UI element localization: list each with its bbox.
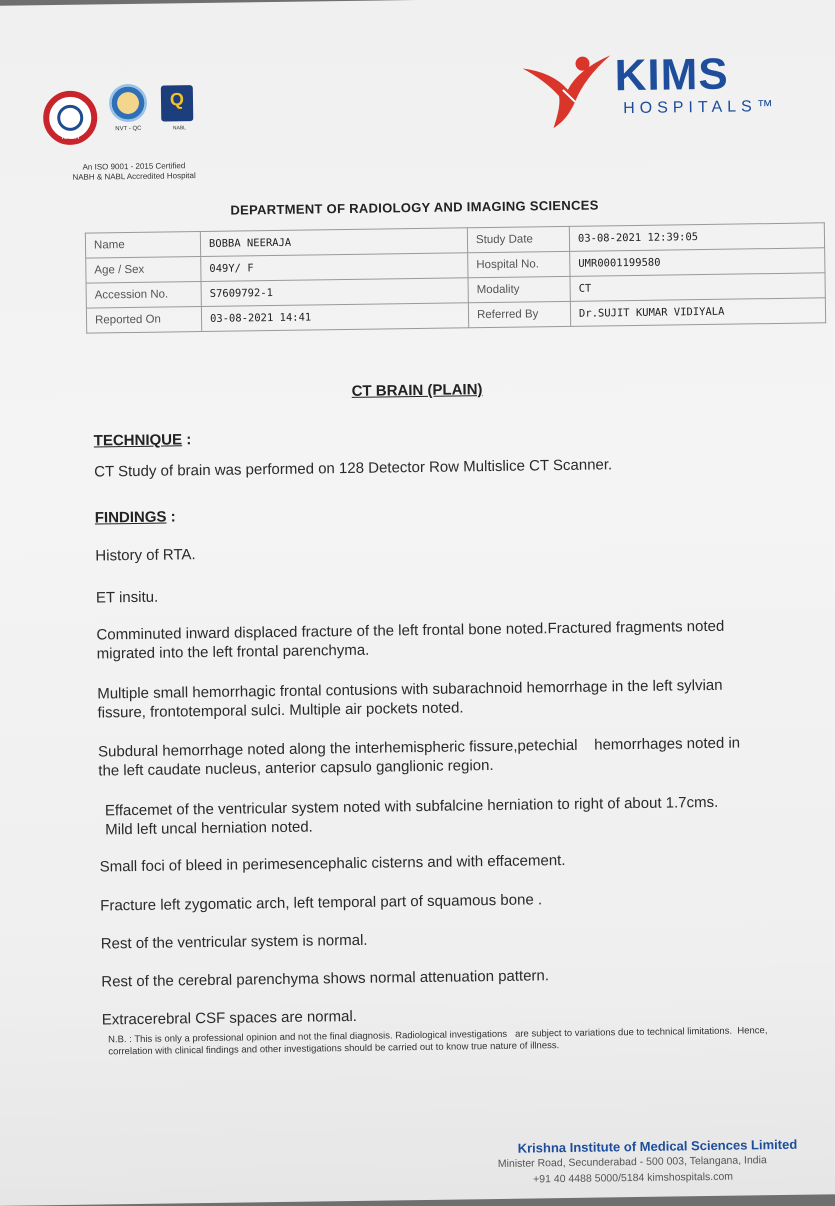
age-sex: 049Y/ F (201, 253, 468, 282)
technique-heading (94, 431, 192, 449)
brand-name: KIMS (614, 49, 730, 101)
report-title: CT BRAIN (PLAIN) (351, 381, 483, 400)
brand-subtitle: HOSPITALS™ (623, 97, 778, 118)
reported-on: 03-08-2021 14:41 (201, 303, 468, 332)
finding-item: History of RTA. (95, 546, 196, 565)
finding-item: Subdural hemorrhage noted along the interhemispheric fissure,petechial hemorrhages noted in the left caudate nucleus, anterior capsulo ganglionic region. (97, 734, 745, 780)
patient-name: BOBBA NEERAJA (200, 228, 467, 257)
footer-contact: +91 40 4488 5000/5184 kimshospitals.com (533, 1170, 734, 1186)
reported-on-label: Reported On (86, 307, 201, 334)
technique-text: CT Study of brain was performed on 128 Detector Row Multislice CT Scanner. (94, 456, 613, 481)
findings-heading-text: FINDINGS (94, 508, 167, 527)
nvt-qc-label: NVT - QC (115, 125, 142, 133)
certification-line-1: An ISO 9001 - 2015 Certified (82, 161, 186, 172)
nabl-logo-mark: Q (169, 89, 185, 110)
accreditation-logos (43, 83, 214, 185)
name-label: Name (85, 232, 200, 259)
footer-address: Minister Road, Secunderabad - 500 003, Telangana, India (497, 1154, 767, 1170)
nabl-label: NABL (172, 125, 186, 132)
hospital-no-label: Hospital No. (468, 251, 570, 277)
hospital-no: UMR0001199580 (570, 248, 825, 277)
modality: CT (570, 273, 825, 302)
study-date-label: Study Date (467, 226, 569, 252)
finding-item: Small foci of bleed in perimesencephalic cisterns and with effacement. (99, 851, 566, 876)
finding-item: Effacemet of the ventricular system noted with subfalcine herniation to right of about 1.7cms. Mild left uncal herniation noted. (104, 793, 719, 839)
nvt-qc-logo (109, 84, 148, 123)
finding-item: ET insitu. (95, 588, 159, 607)
certification-text (34, 161, 234, 184)
finding-item: Multiple small hemorrhagic frontal contusions with subarachnoid hemorrhage in the left sylvian fissure, frontotemporal sulci. Multiple air pockets noted. (97, 676, 723, 722)
finding-item: Fracture left zygomatic arch, left temporal part of squamous bone . (100, 891, 543, 915)
technique-heading-colon: : (181, 431, 192, 449)
finding-item: Comminuted inward displaced fracture of the left frontal bone noted.Fractured fragments noted migrated into the left frontal parenchyma. (96, 617, 725, 663)
findings-heading-colon: : (166, 508, 176, 526)
finding-item: Extracerebral CSF spaces are normal. (101, 1007, 358, 1029)
department-title: DEPARTMENT OF RADIOLOGY AND IMAGING SCIENCES (230, 197, 599, 218)
nabh-logo-label: NABH (61, 134, 80, 141)
findings-heading (95, 508, 176, 526)
patient-details-table (85, 222, 826, 333)
finding-item: Rest of the cerebral parenchyma shows normal attenuation pattern. (101, 967, 550, 991)
footer-organization: Krishna Institute of Medical Sciences Limited (517, 1136, 798, 1156)
technique-heading-text: TECHNIQUE (93, 431, 183, 450)
disclaimer-note: N.B. : This is only a professional opinion and not the final diagnosis. Radiological investigations are subject to variations due to technical limitations. Hence, correlation with clinical findings and other investigations should be carried out to know true nature of illness. (108, 1025, 771, 1058)
age-sex-label: Age / Sex (86, 257, 201, 284)
modality-label: Modality (468, 276, 570, 302)
accession-no: S7609792-1 (201, 278, 468, 307)
finding-item: Rest of the ventricular system is normal. (100, 931, 368, 953)
accession-label: Accession No. (86, 282, 201, 309)
nabl-logo (161, 85, 193, 121)
nabh-logo-inner-ring (57, 105, 83, 131)
kims-figure-icon (522, 49, 613, 130)
nabh-logo (43, 90, 98, 145)
certification-line-2: NABH & NABL Accredited Hospital (72, 171, 196, 182)
referred-by-label: Referred By (468, 301, 570, 327)
study-date: 03-08-2021 12:39:05 (569, 223, 824, 252)
referred-by: Dr.SUJIT KUMAR VIDIYALA (570, 298, 825, 327)
